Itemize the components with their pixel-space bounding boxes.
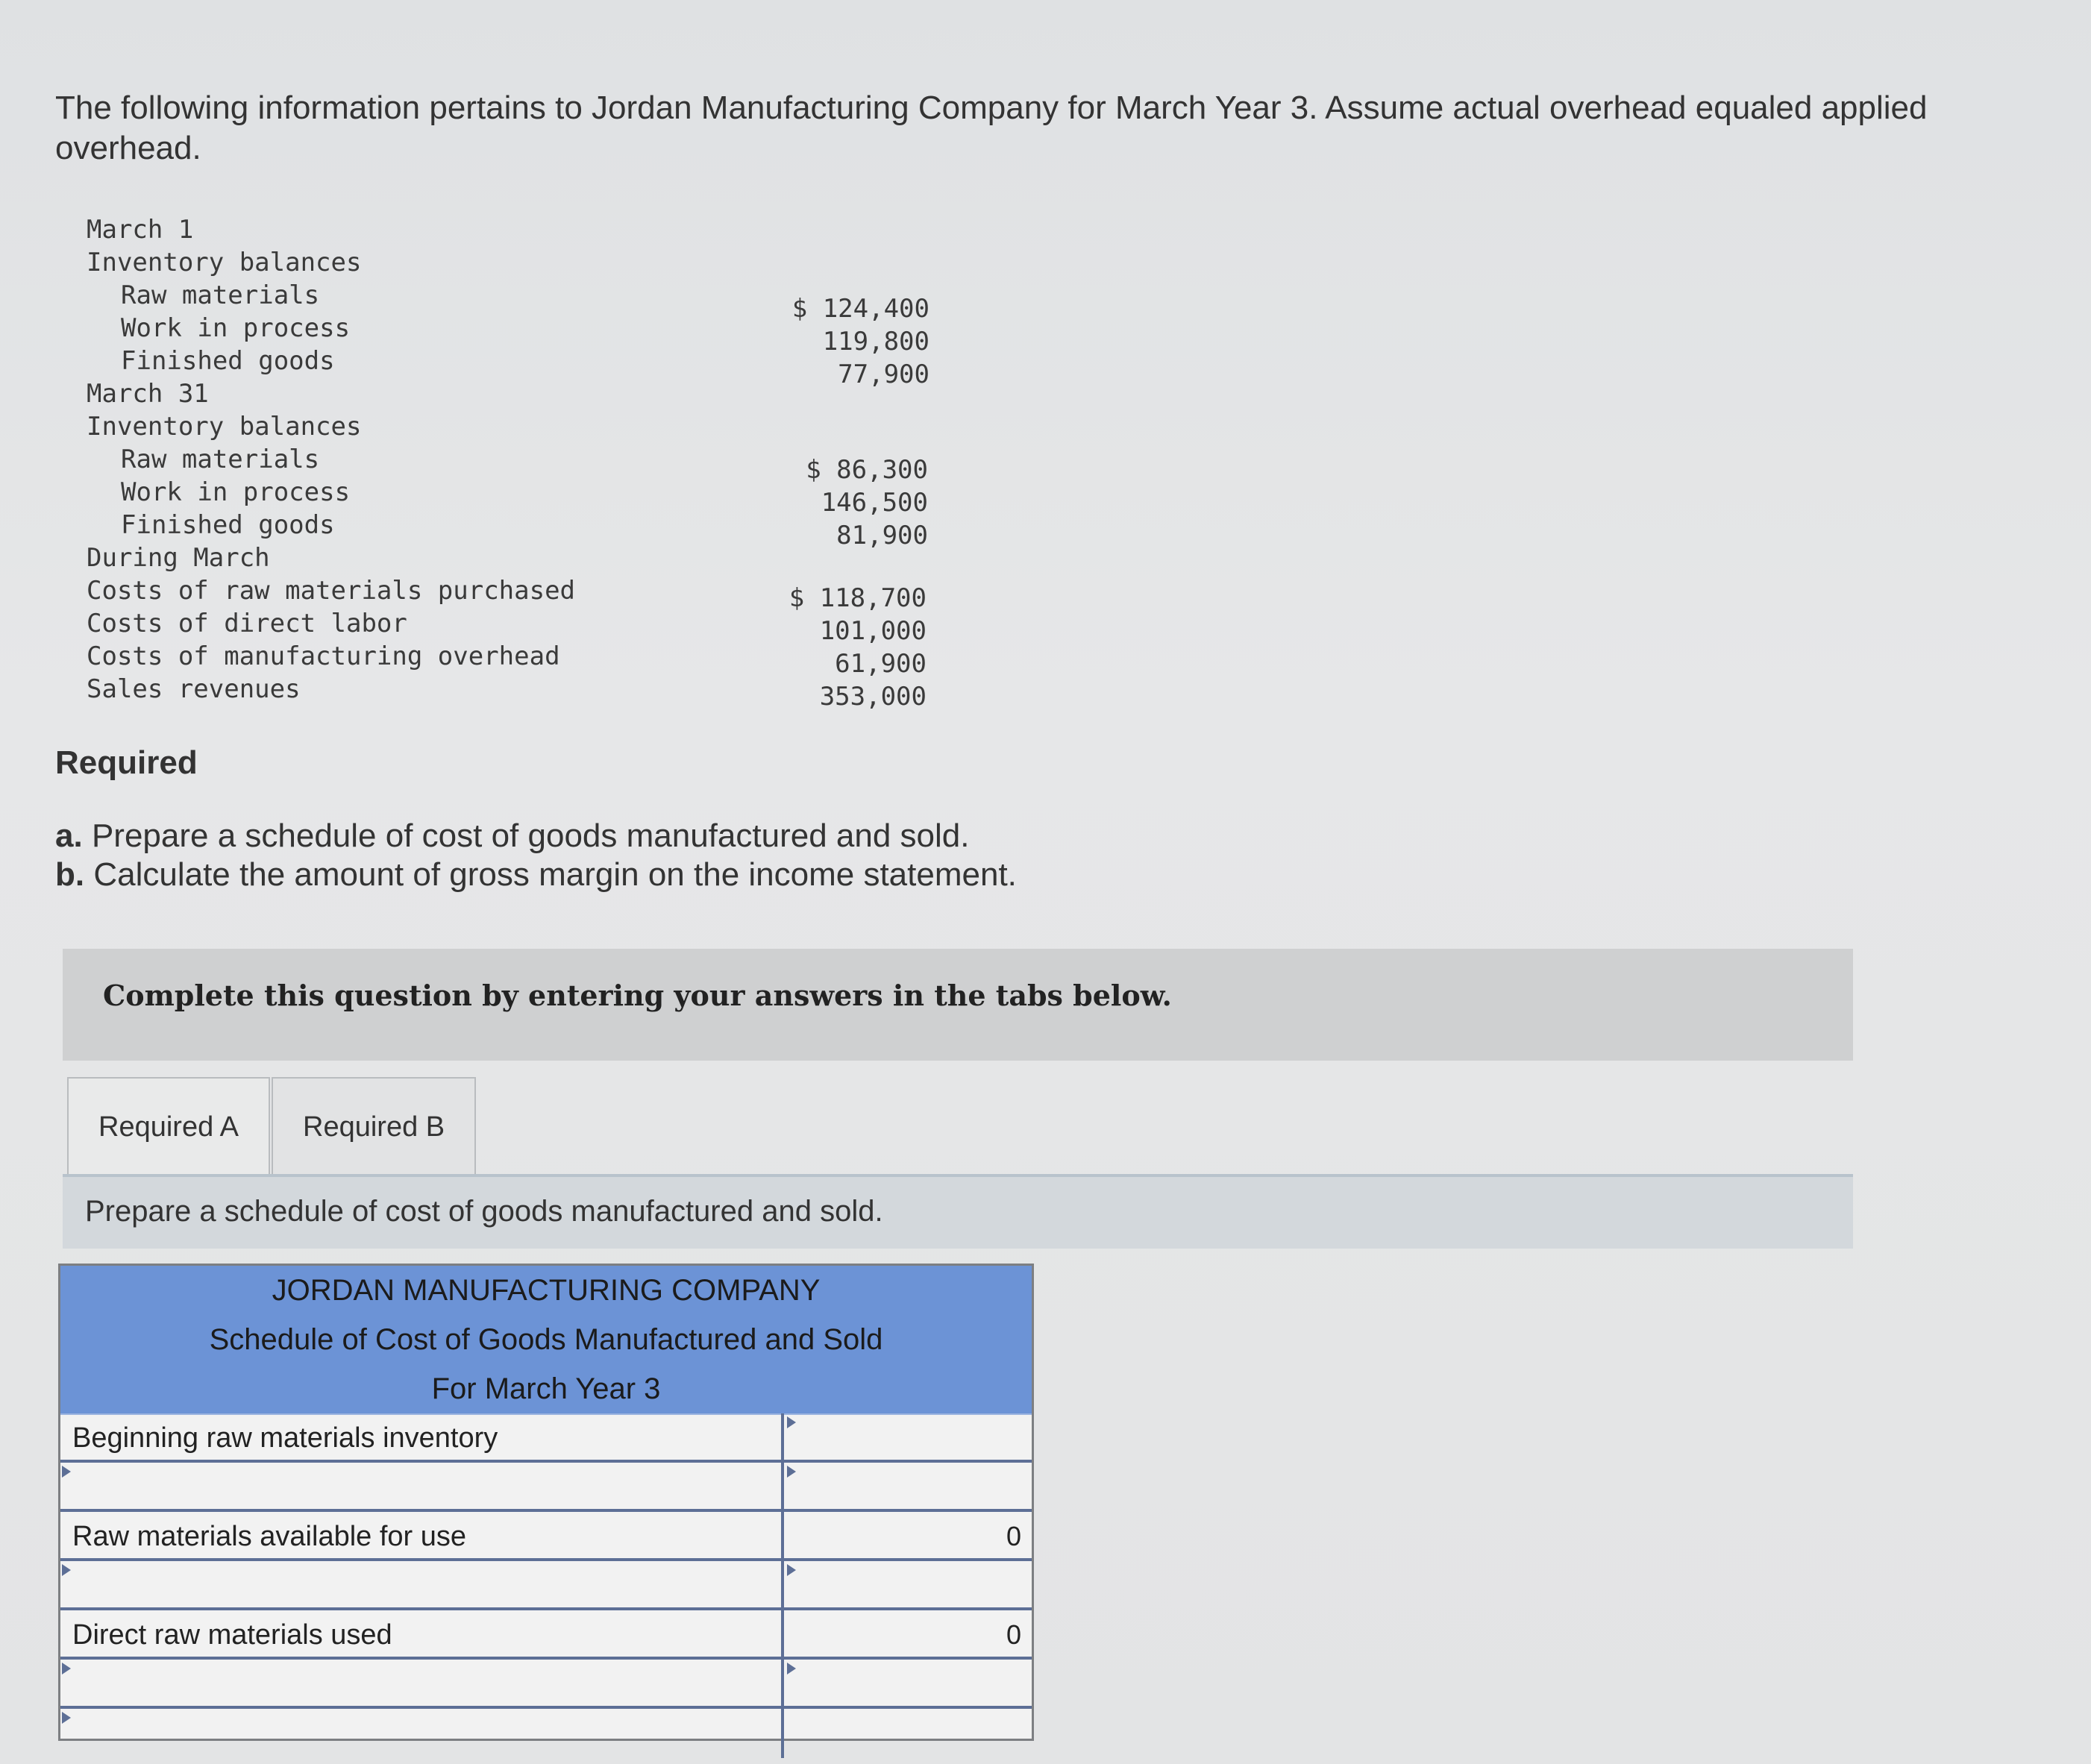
purchased-label: Costs of raw materials purchased (87, 576, 576, 606)
required-b-text: Calculate the amount of gross margin on the income statement. (93, 856, 1017, 893)
dropdown-caret-icon (787, 1663, 796, 1674)
march1-fg-amount: 77,900 (838, 360, 929, 389)
sales-amount: 353,000 (819, 682, 927, 712)
inventory-balances-label: Inventory balances (87, 412, 362, 442)
tab-required-b[interactable] (272, 1077, 476, 1178)
column-divider (781, 1709, 784, 1758)
instruction-text: Prepare a schedule of cost of goods manufactured and sold. (85, 1195, 883, 1228)
fg-label: Finished goods (121, 346, 335, 376)
labor-label: Costs of direct labor (87, 609, 407, 638)
dropdown-caret-icon (62, 1663, 71, 1674)
column-divider (781, 1610, 784, 1657)
dropdown-caret-icon (62, 1466, 71, 1478)
required-b (55, 856, 1017, 894)
during-march-label: During March (87, 543, 270, 573)
row-total-value: 0 (1006, 1619, 1021, 1650)
required-heading: Required (55, 744, 198, 781)
required-a (55, 817, 969, 855)
column-divider (781, 1512, 784, 1558)
wip-label: Work in process (121, 477, 351, 507)
banner-text: Complete this question by entering your answers in the tabs below. (103, 979, 1172, 1012)
overhead-amount: 61,900 (835, 649, 927, 679)
schedule-row[interactable] (60, 1512, 1032, 1561)
dropdown-caret-icon (62, 1564, 71, 1576)
dropdown-caret-icon (787, 1466, 796, 1478)
instructions-banner (63, 949, 1853, 1061)
raw-materials-label: Raw materials (121, 445, 320, 474)
tab-required-a-label: Required A (98, 1111, 239, 1143)
schedule-row[interactable] (60, 1709, 1032, 1758)
schedule-period: For March Year 3 (60, 1364, 1032, 1415)
raw-materials-label: Raw materials (121, 280, 320, 310)
problem-intro: The following information pertains to Jordan Manufacturing Company for March Year 3. Assume actual overhead equaled applied overhead. (55, 90, 1928, 166)
dropdown-caret-icon (787, 1564, 796, 1576)
wip-label: Work in process (121, 313, 351, 343)
required-b-prefix: b. (55, 856, 85, 893)
dropdown-caret-icon (787, 1416, 796, 1428)
row-label: Direct raw materials used (72, 1619, 392, 1651)
fg-label: Finished goods (121, 510, 335, 540)
required-a-text: Prepare a schedule of cost of goods manufactured and sold. (91, 817, 970, 854)
purchased-amount: $ 118,700 (789, 583, 927, 613)
march1-label: March 1 (87, 215, 194, 245)
march31-fg-amount: 81,900 (836, 521, 928, 550)
inventory-balances-label: Inventory balances (87, 248, 362, 277)
column-divider (781, 1463, 784, 1509)
march1-raw-amount: $ 124,400 (791, 294, 929, 324)
schedule-table (58, 1264, 1034, 1741)
tab-required-b-label: Required B (303, 1111, 445, 1143)
row-total-value: 0 (1006, 1521, 1021, 1551)
overhead-label: Costs of manufacturing overhead (87, 641, 560, 671)
dropdown-caret-icon (62, 1712, 71, 1724)
tab-required-a[interactable] (67, 1077, 270, 1178)
required-a-prefix: a. (55, 817, 83, 854)
schedule-row[interactable] (60, 1660, 1032, 1709)
schedule-company: JORDAN MANUFACTURING COMPANY (60, 1266, 1032, 1316)
march31-label: March 31 (87, 379, 209, 409)
march31-raw-amount: $ 86,300 (806, 455, 928, 485)
march1-wip-amount: 119,800 (822, 327, 929, 357)
schedule-row[interactable] (60, 1561, 1032, 1610)
column-divider (781, 1660, 784, 1706)
row-label[interactable]: Beginning raw materials inventory (72, 1422, 498, 1454)
schedule-row[interactable] (60, 1610, 1032, 1660)
row-label: Raw materials available for use (72, 1521, 467, 1552)
labor-amount: 101,000 (819, 616, 927, 646)
schedule-title: Schedule of Cost of Goods Manufactured and Sold (60, 1315, 1032, 1366)
column-divider (781, 1561, 784, 1607)
instruction-bar (63, 1177, 1853, 1249)
column-divider (781, 1413, 784, 1460)
schedule-row[interactable] (60, 1413, 1032, 1463)
schedule-row[interactable] (60, 1463, 1032, 1512)
march31-wip-amount: 146,500 (821, 488, 928, 518)
sales-label: Sales revenues (87, 674, 301, 704)
